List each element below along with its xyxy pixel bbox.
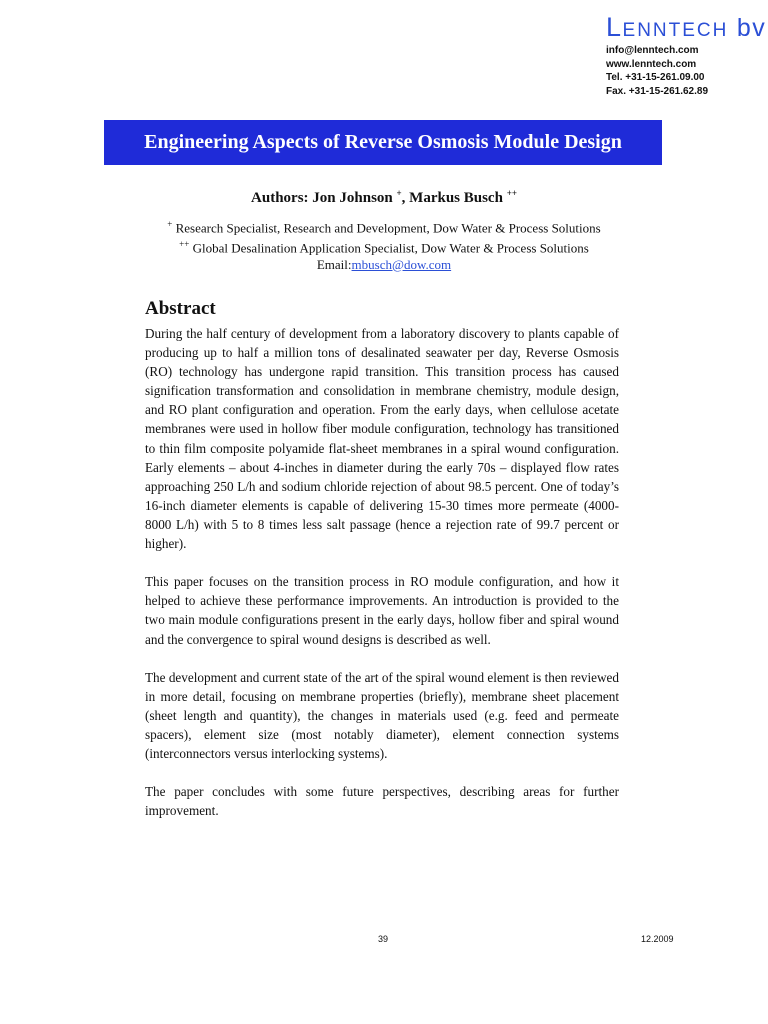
abstract-paragraph: The paper concludes with some future perspectives, describing areas for further improvement.: [145, 784, 619, 819]
logo-initial: L: [606, 12, 623, 42]
affiliations: [0, 216, 768, 273]
paper-title: Engineering Aspects of Reverse Osmosis Module Design: [104, 120, 662, 165]
contact-fax: Fax. +31-15-261.62.89: [606, 85, 709, 97]
author-2-mark: ++: [506, 188, 517, 198]
email-link[interactable]: mbusch@dow.com: [351, 256, 452, 272]
authors-prefix: Authors:: [251, 190, 313, 206]
page-date: 12.2009: [641, 934, 674, 944]
affiliation-2-mark: ++: [179, 239, 190, 250]
contact-block: [606, 44, 708, 98]
author-2: Markus Busch: [409, 190, 503, 206]
abstract-paragraph: During the half century of development from a laboratory discovery to plants capable of producing up to half a million tons of desalinated seawater per day, Reverse Osmosis (RO) technology has undergone rapid transition. This transition process has caused signification transformation and consolidation in membrane chemistry, module design, and RO plant configuration and operation. From the early days, when cellulose acetate membranes were used in hollow fiber module configuration, technology has transitioned to thin film composite polyamide flat-sheet membranes in a spiral wound configuration. Early elements – about 4-inches in diameter during the early 70s – displayed flow rates approaching 250 L/h and sodium chloride rejection of about 98.5 percent. One of today’s 16-inch diameter elements is capable of delivering 15-30 times more permeate (4000-8000 L/h) with 5 to 8 times less salt passage (hence a rejection rate of 99.7 percent or higher).: [145, 326, 619, 552]
email-line: [0, 257, 768, 273]
page-number: 39: [378, 934, 389, 944]
abstract-body: [145, 324, 619, 840]
email-label: Email:: [316, 256, 352, 272]
affiliation-1-mark: +: [167, 219, 173, 229]
contact-tel: Tel. +31-15-261.09.00: [606, 72, 705, 83]
affiliation-1-text: Research Specialist, Research and Development, Dow Water & Process Solutions: [175, 220, 601, 236]
logo-suffix: bv: [736, 14, 767, 42]
abstract-heading: Abstract: [145, 298, 216, 319]
lenntech-logo: [606, 12, 766, 46]
authors-separator: ,: [401, 190, 410, 206]
contact-website: www.lenntech.com: [606, 58, 697, 70]
affiliation-2-text: Global Desalination Application Specialist, Dow Water & Process Solutions: [192, 240, 589, 256]
contact-email: info@lenntech.com: [606, 45, 699, 56]
author-1: Jon Johnson: [312, 190, 393, 206]
affiliation-2: [0, 236, 768, 256]
abstract-paragraph: The development and current state of the art of the spiral wound element is then reviewed in more detail, focusing on membrane properties (briefly), membrane sheet placement (sheet length and quantity), the changes in materials used (e.g. feed and permeate spacers), element size (most notably diameter), element connection systems (interconnectors versus interlocking systems).: [145, 669, 619, 762]
author-1-mark: +: [396, 188, 402, 198]
authors-line: [0, 188, 768, 207]
logo-rest: ENNTECH: [622, 20, 729, 41]
abstract-paragraph: This paper focuses on the transition process in RO module configuration, and how it helped to achieve these performance improvements. An introduction is provided to the two main module configurations present in the early days, hollow fiber and spiral wound and the convergence to spiral wound designs is described as well.: [145, 574, 619, 647]
affiliation-1: [0, 216, 768, 236]
